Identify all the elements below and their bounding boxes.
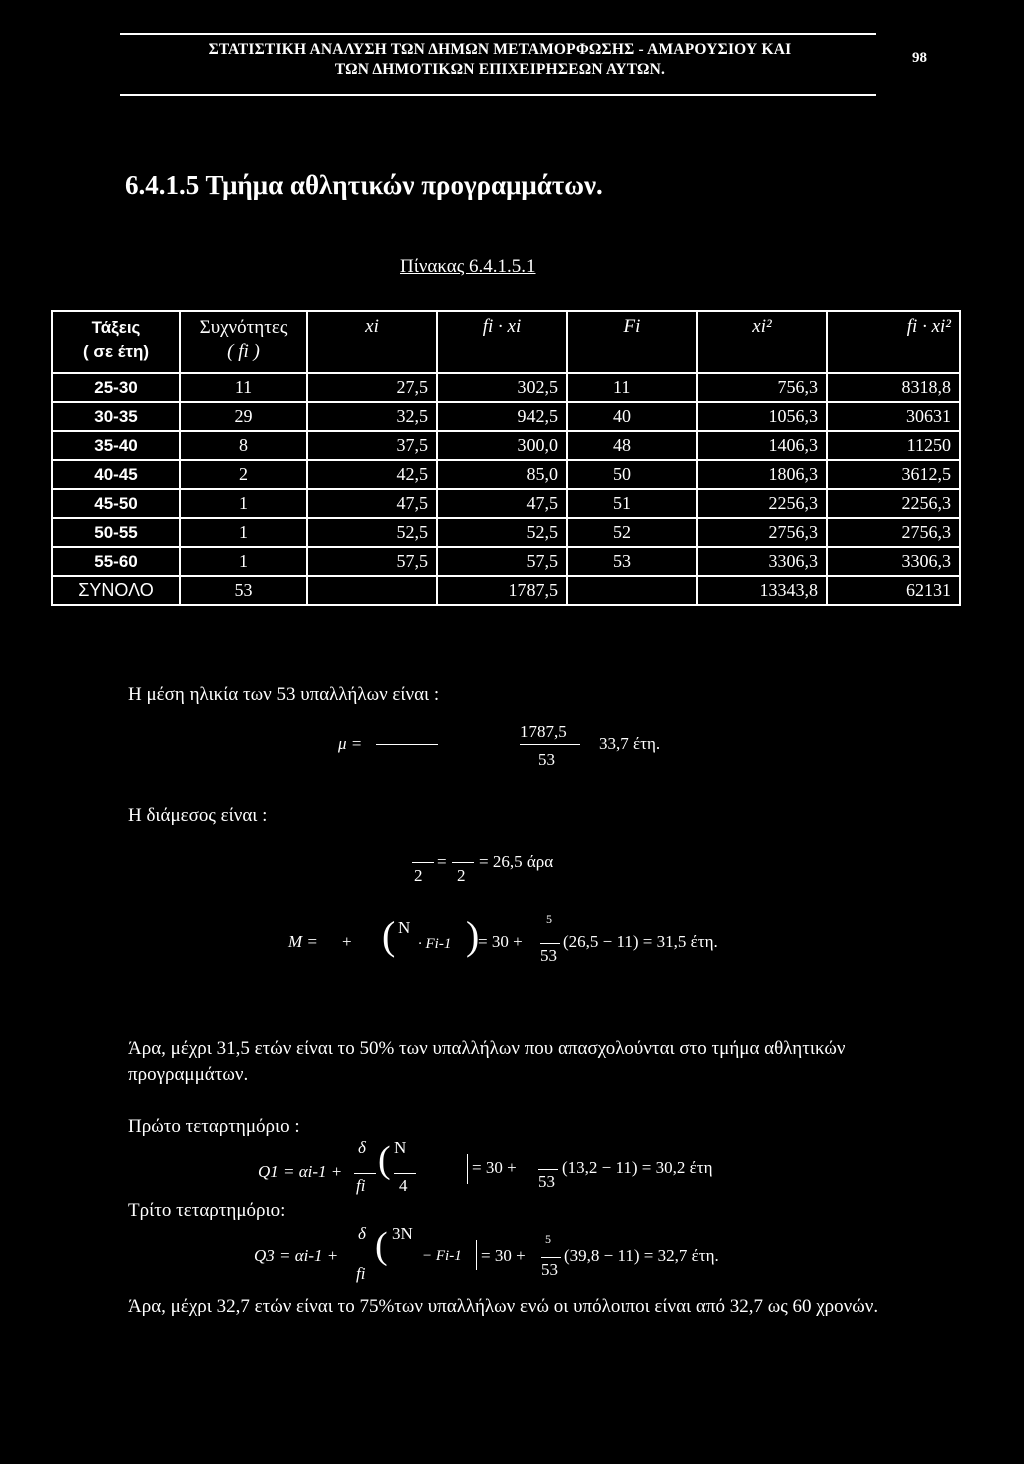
median-half-den-2: 2 bbox=[457, 866, 466, 885]
table-row bbox=[52, 489, 960, 518]
mean-lhs: μ = bbox=[338, 734, 363, 753]
median-conclusion: Άρα, μέχρι 31,5 ετών είναι το 50% των υπαλλήλων που απασχολούνται στο τμήμα αθλητικών προγραμμάτων. bbox=[128, 1038, 846, 1085]
cell: 3306,3 bbox=[827, 547, 960, 576]
header-classes-l1: Τάξεις bbox=[91, 318, 141, 337]
header-title-line1: ΣΤΑΤΙΣΤΙΚΗ ΑΝΑΛΥΣΗ ΤΩΝ ΔΗΜΩΝ ΜΕΤΑΜΟΡΦΩΣΗΣ - ΑΜΑΡΟΥΣΙΟΥ ΚΑΙ bbox=[208, 41, 792, 58]
cell: 2 bbox=[180, 460, 307, 489]
q3-F: − Fi-1 bbox=[422, 1248, 462, 1264]
q1-N-bar bbox=[394, 1173, 416, 1174]
cell: 50-55 bbox=[52, 518, 180, 547]
cell: 756,3 bbox=[697, 373, 827, 402]
q1-bracket-right bbox=[467, 1154, 468, 1184]
median-paren-left: ( bbox=[382, 913, 396, 958]
q3-paren-left: ( bbox=[375, 1225, 388, 1267]
header-top-rule bbox=[120, 33, 876, 35]
cell: 30-35 bbox=[52, 402, 180, 431]
cell: 47,5 bbox=[437, 489, 567, 518]
cell: 52,5 bbox=[307, 518, 437, 547]
cell: 30631 bbox=[827, 402, 960, 431]
q3-delta: δ bbox=[358, 1224, 366, 1243]
header-title-line2: ΤΩΝ ΔΗΜΟΤΙΚΩΝ ΕΠΙΧΕΙΡΗΣΕΩΝ ΑΥΤΩΝ. bbox=[334, 61, 666, 78]
median-half-value: = 26,5 άρα bbox=[479, 852, 554, 871]
cell: 1787,5 bbox=[437, 576, 567, 605]
section-title: 6.4.1.5 Τμήμα αθλητικών προγραμμάτων. bbox=[125, 170, 603, 200]
q1-rhs-bar bbox=[538, 1169, 558, 1170]
table-row bbox=[52, 460, 960, 489]
table-header-row bbox=[52, 311, 960, 373]
median-rhs-num: 5 bbox=[546, 912, 552, 926]
q3-fi: fi bbox=[356, 1264, 366, 1283]
cell: 42,5 bbox=[307, 460, 437, 489]
cell: 1056,3 bbox=[697, 402, 827, 431]
median-plus: + bbox=[342, 932, 352, 951]
cell: ΣΥΝΟΛΟ bbox=[52, 576, 180, 605]
q1-rhs-a: = 30 + bbox=[472, 1158, 517, 1177]
header-classes bbox=[52, 311, 180, 373]
header-frequency-l2: ( fi ) bbox=[227, 341, 260, 362]
cell: 62131 bbox=[827, 576, 960, 605]
header-bottom-rule bbox=[120, 94, 876, 96]
cell: 2256,3 bbox=[827, 489, 960, 518]
median-rhs-b: (26,5 − 11) = 31,5 έτη. bbox=[563, 932, 718, 951]
cell: 8318,8 bbox=[827, 373, 960, 402]
mean-fraction-bar bbox=[520, 744, 580, 745]
mean-numerator: 1787,5 bbox=[520, 722, 567, 741]
cell: 47,5 bbox=[307, 489, 437, 518]
median-lhs: M = bbox=[288, 932, 318, 951]
table-caption: Πίνακας 6.4.1.5.1 bbox=[400, 256, 536, 277]
median-F: · Fi-1 bbox=[418, 936, 452, 952]
cell: 942,5 bbox=[437, 402, 567, 431]
header-xi: xi bbox=[307, 311, 437, 373]
cell: 57,5 bbox=[437, 547, 567, 576]
median-rhs-a: = 30 + bbox=[478, 932, 523, 951]
cell: 1406,3 bbox=[697, 431, 827, 460]
mean-result: 33,7 έτη. bbox=[599, 734, 661, 753]
table-row bbox=[52, 547, 960, 576]
cell: 11 bbox=[180, 373, 307, 402]
cell: 13343,8 bbox=[697, 576, 827, 605]
header-title bbox=[120, 40, 880, 80]
cell: 27,5 bbox=[307, 373, 437, 402]
table-total-row bbox=[52, 576, 960, 605]
median-paren-right: ) bbox=[466, 913, 480, 958]
q3-bracket-right bbox=[476, 1240, 477, 1270]
table-row bbox=[52, 373, 960, 402]
cell: 8 bbox=[180, 431, 307, 460]
q3-rhs-num: 5 bbox=[545, 1232, 551, 1246]
cell: 2756,3 bbox=[827, 518, 960, 547]
mean-fraction-bar-left bbox=[376, 744, 438, 745]
q3-rhs-b: (39,8 − 11) = 32,7 έτη. bbox=[564, 1246, 719, 1265]
header-fixi2: fi · xi² bbox=[827, 311, 960, 373]
cell: 11 bbox=[567, 373, 697, 402]
q1-rhs-b: (13,2 − 11) = 30,2 έτη bbox=[562, 1158, 713, 1177]
cell: 300,0 bbox=[437, 431, 567, 460]
cell: 50 bbox=[567, 460, 697, 489]
q3-lhs: Q3 = αi-1 + bbox=[254, 1246, 339, 1265]
q1-delta: δ bbox=[358, 1138, 366, 1157]
median-N: N bbox=[398, 918, 411, 937]
median-half-eq: = bbox=[437, 852, 447, 871]
q1-delta-bar bbox=[354, 1173, 376, 1174]
median-half-bar-2 bbox=[452, 862, 474, 863]
q3-intro: Τρίτο τεταρτημόριο: bbox=[128, 1200, 286, 1221]
header-classes-l2: ( σε έτη) bbox=[82, 342, 150, 361]
cell: 29 bbox=[180, 402, 307, 431]
cell: 45-50 bbox=[52, 489, 180, 518]
q3-3N: 3N bbox=[392, 1224, 413, 1243]
cell: 55-60 bbox=[52, 547, 180, 576]
cell: 25-30 bbox=[52, 373, 180, 402]
cell bbox=[307, 576, 437, 605]
header-xi2: xi² bbox=[697, 311, 827, 373]
header-Fi: Fi bbox=[567, 311, 697, 373]
q1-paren-left: ( bbox=[378, 1139, 391, 1181]
cell: 53 bbox=[180, 576, 307, 605]
header-fixi: fi · xi bbox=[437, 311, 567, 373]
page-number: 98 bbox=[912, 50, 927, 66]
cell: 2256,3 bbox=[697, 489, 827, 518]
cell: 1 bbox=[180, 489, 307, 518]
q1-rhs-den: 53 bbox=[538, 1172, 555, 1191]
cell: 37,5 bbox=[307, 431, 437, 460]
table-row bbox=[52, 431, 960, 460]
cell: 48 bbox=[567, 431, 697, 460]
q1-lhs: Q1 = αi-1 + bbox=[258, 1162, 343, 1181]
cell: 85,0 bbox=[437, 460, 567, 489]
cell: 52 bbox=[567, 518, 697, 547]
q3-rhs-den: 53 bbox=[541, 1260, 558, 1279]
q3-conclusion: Άρα, μέχρι 32,7 ετών είναι το 75%των υπαλλήλων ενώ οι υπόλοιποι είναι από 32,7 ως 60 χρονών. bbox=[128, 1296, 879, 1317]
median-rhs-den: 53 bbox=[540, 946, 557, 965]
cell bbox=[567, 576, 697, 605]
q1-intro: Πρώτο τεταρτημόριο : bbox=[128, 1116, 300, 1137]
cell: 32,5 bbox=[307, 402, 437, 431]
frequency-table bbox=[51, 310, 961, 606]
cell: 40-45 bbox=[52, 460, 180, 489]
cell: 1 bbox=[180, 518, 307, 547]
cell: 11250 bbox=[827, 431, 960, 460]
median-half-den-1: 2 bbox=[414, 866, 423, 885]
table-row bbox=[52, 518, 960, 547]
median-intro: Η διάμεσος είναι : bbox=[128, 805, 268, 826]
cell: 302,5 bbox=[437, 373, 567, 402]
q3-rhs-a: = 30 + bbox=[481, 1246, 526, 1265]
cell: 2756,3 bbox=[697, 518, 827, 547]
table-row bbox=[52, 402, 960, 431]
mean-intro: Η μέση ηλικία των 53 υπαλλήλων είναι : bbox=[128, 684, 440, 705]
cell: 40 bbox=[567, 402, 697, 431]
cell: 51 bbox=[567, 489, 697, 518]
q1-4: 4 bbox=[399, 1176, 408, 1195]
cell: 35-40 bbox=[52, 431, 180, 460]
cell: 52,5 bbox=[437, 518, 567, 547]
q1-fi: fi bbox=[356, 1176, 366, 1195]
cell: 3306,3 bbox=[697, 547, 827, 576]
header-frequency bbox=[180, 311, 307, 373]
cell: 1806,3 bbox=[697, 460, 827, 489]
cell: 53 bbox=[567, 547, 697, 576]
cell: 57,5 bbox=[307, 547, 437, 576]
median-half-bar-1 bbox=[412, 862, 434, 863]
median-rhs-bar bbox=[540, 943, 560, 944]
q1-N: N bbox=[394, 1138, 407, 1157]
mean-denominator: 53 bbox=[538, 750, 555, 769]
cell: 3612,5 bbox=[827, 460, 960, 489]
q3-rhs-bar bbox=[541, 1257, 561, 1258]
cell: 1 bbox=[180, 547, 307, 576]
header-frequency-l1: Συχνότητες bbox=[199, 317, 288, 338]
